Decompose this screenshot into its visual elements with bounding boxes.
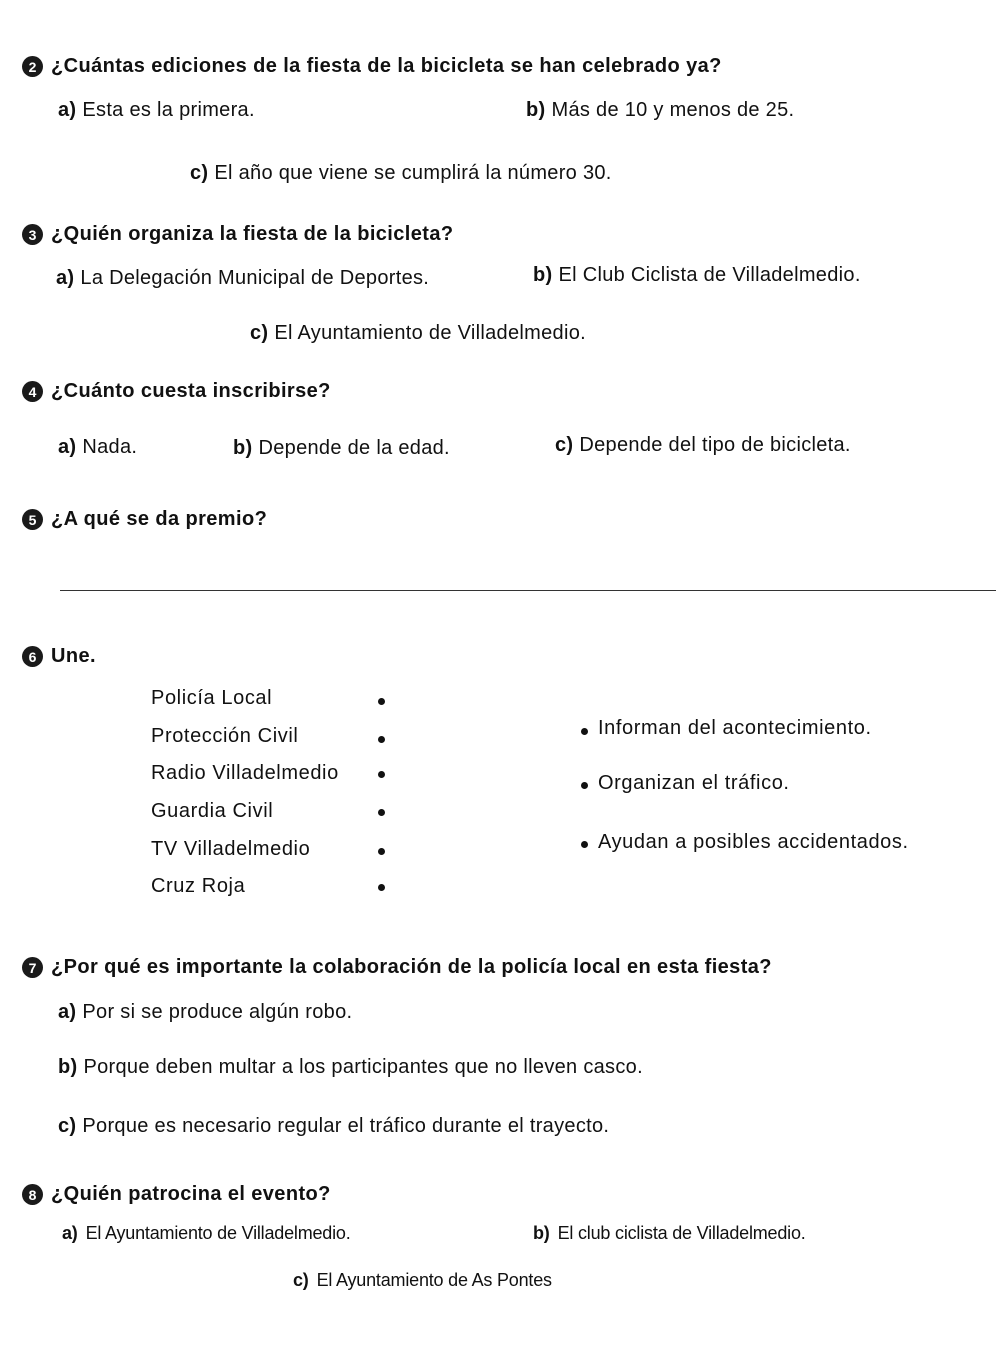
option-text: El Ayuntamiento de Villadelmedio. xyxy=(274,322,586,344)
q8-option-c[interactable] xyxy=(293,1270,552,1291)
match-right-dot[interactable] xyxy=(581,841,588,848)
q8-option-a[interactable] xyxy=(62,1223,351,1244)
option-letter: c) xyxy=(58,1115,77,1137)
q4-option-c[interactable] xyxy=(555,434,851,457)
option-letter: a) xyxy=(58,1001,77,1023)
q4-option-a[interactable] xyxy=(58,436,137,459)
option-letter: a) xyxy=(58,99,77,121)
match-right-item: Organizan el tráfico. xyxy=(598,772,790,794)
match-left-dot[interactable] xyxy=(378,698,385,705)
question-3-heading xyxy=(22,223,453,246)
q5-answer-line[interactable] xyxy=(60,590,996,591)
question-number-badge: 3 xyxy=(22,224,43,245)
question-3-text: ¿Quién organiza la fiesta de la bicicleta? xyxy=(51,223,454,245)
match-left-dot[interactable] xyxy=(378,771,385,778)
match-left-dot[interactable] xyxy=(378,809,385,816)
question-6-text: Une. xyxy=(51,645,96,667)
question-5-heading xyxy=(22,508,267,531)
q2-option-a[interactable] xyxy=(58,99,255,122)
q7-option-a[interactable] xyxy=(58,1001,352,1024)
q3-option-a[interactable] xyxy=(56,267,429,290)
option-letter: a) xyxy=(62,1223,78,1243)
match-right-dot[interactable] xyxy=(581,728,588,735)
option-text: El club ciclista de Villadelmedio. xyxy=(557,1223,806,1243)
option-letter: a) xyxy=(56,267,75,289)
match-left-dot[interactable] xyxy=(378,736,385,743)
q2-option-c[interactable] xyxy=(190,162,612,185)
match-left-item: Guardia Civil xyxy=(151,800,274,822)
option-letter: b) xyxy=(526,99,546,121)
option-text: El año que viene se cumplirá la número 30. xyxy=(214,162,612,184)
question-4-text: ¿Cuánto cuesta inscribirse? xyxy=(51,380,331,402)
match-left-item: Protección Civil xyxy=(151,725,299,747)
option-letter: c) xyxy=(250,322,269,344)
question-2-text: ¿Cuántas ediciones de la fiesta de la bicicleta se han celebrado ya? xyxy=(51,55,722,77)
option-text: Más de 10 y menos de 25. xyxy=(551,99,795,121)
option-text: Nada. xyxy=(82,436,138,458)
question-number-badge: 6 xyxy=(22,646,43,667)
match-left-item: TV Villadelmedio xyxy=(151,838,311,860)
q8-option-b[interactable] xyxy=(533,1223,806,1244)
q3-option-b[interactable] xyxy=(533,264,861,287)
match-right-item: Ayudan a posibles accidentados. xyxy=(598,831,909,853)
option-letter: c) xyxy=(190,162,209,184)
question-number-badge: 5 xyxy=(22,509,43,530)
option-text: La Delegación Municipal de Deportes. xyxy=(80,267,430,289)
q4-option-b[interactable] xyxy=(233,437,450,460)
option-text: Esta es la primera. xyxy=(82,99,255,121)
question-6-heading xyxy=(22,645,96,668)
option-letter: c) xyxy=(293,1270,309,1290)
match-right-item: Informan del acontecimiento. xyxy=(598,717,872,739)
option-letter: b) xyxy=(533,1223,550,1243)
match-left-item: Policía Local xyxy=(151,687,273,709)
option-text: El Club Ciclista de Villadelmedio. xyxy=(558,264,861,286)
option-letter: c) xyxy=(555,434,574,456)
option-letter: a) xyxy=(58,436,77,458)
match-left-item: Cruz Roja xyxy=(151,875,246,897)
question-2-heading xyxy=(22,55,722,78)
question-8-heading xyxy=(22,1183,331,1206)
q3-option-c[interactable] xyxy=(250,322,586,345)
option-text: Porque deben multar a los participantes que no lleven casco. xyxy=(83,1056,643,1078)
question-7-text: ¿Por qué es importante la colaboración de la policía local en esta fiesta? xyxy=(51,956,772,978)
question-4-heading xyxy=(22,380,331,403)
question-5-text: ¿A qué se da premio? xyxy=(51,508,268,530)
question-7-heading xyxy=(22,956,772,979)
q2-option-b[interactable] xyxy=(526,99,794,122)
match-left-item: Radio Villadelmedio xyxy=(151,762,339,784)
option-text: Depende del tipo de bicicleta. xyxy=(579,434,851,456)
question-number-badge: 2 xyxy=(22,56,43,77)
option-text: Depende de la edad. xyxy=(258,437,450,459)
match-right-dot[interactable] xyxy=(581,782,588,789)
option-text: El Ayuntamiento de As Pontes xyxy=(316,1270,552,1290)
option-text: Porque es necesario regular el tráfico durante el trayecto. xyxy=(82,1115,610,1137)
question-number-badge: 7 xyxy=(22,957,43,978)
option-letter: b) xyxy=(233,437,253,459)
question-8-text: ¿Quién patrocina el evento? xyxy=(51,1183,331,1205)
match-left-dot[interactable] xyxy=(378,848,385,855)
option-text: El Ayuntamiento de Villadelmedio. xyxy=(85,1223,351,1243)
option-letter: b) xyxy=(533,264,553,286)
option-letter: b) xyxy=(58,1056,78,1078)
question-number-badge: 4 xyxy=(22,381,43,402)
option-text: Por si se produce algún robo. xyxy=(82,1001,353,1023)
match-left-dot[interactable] xyxy=(378,884,385,891)
q7-option-c[interactable] xyxy=(58,1115,609,1138)
question-number-badge: 8 xyxy=(22,1184,43,1205)
q7-option-b[interactable] xyxy=(58,1056,643,1079)
